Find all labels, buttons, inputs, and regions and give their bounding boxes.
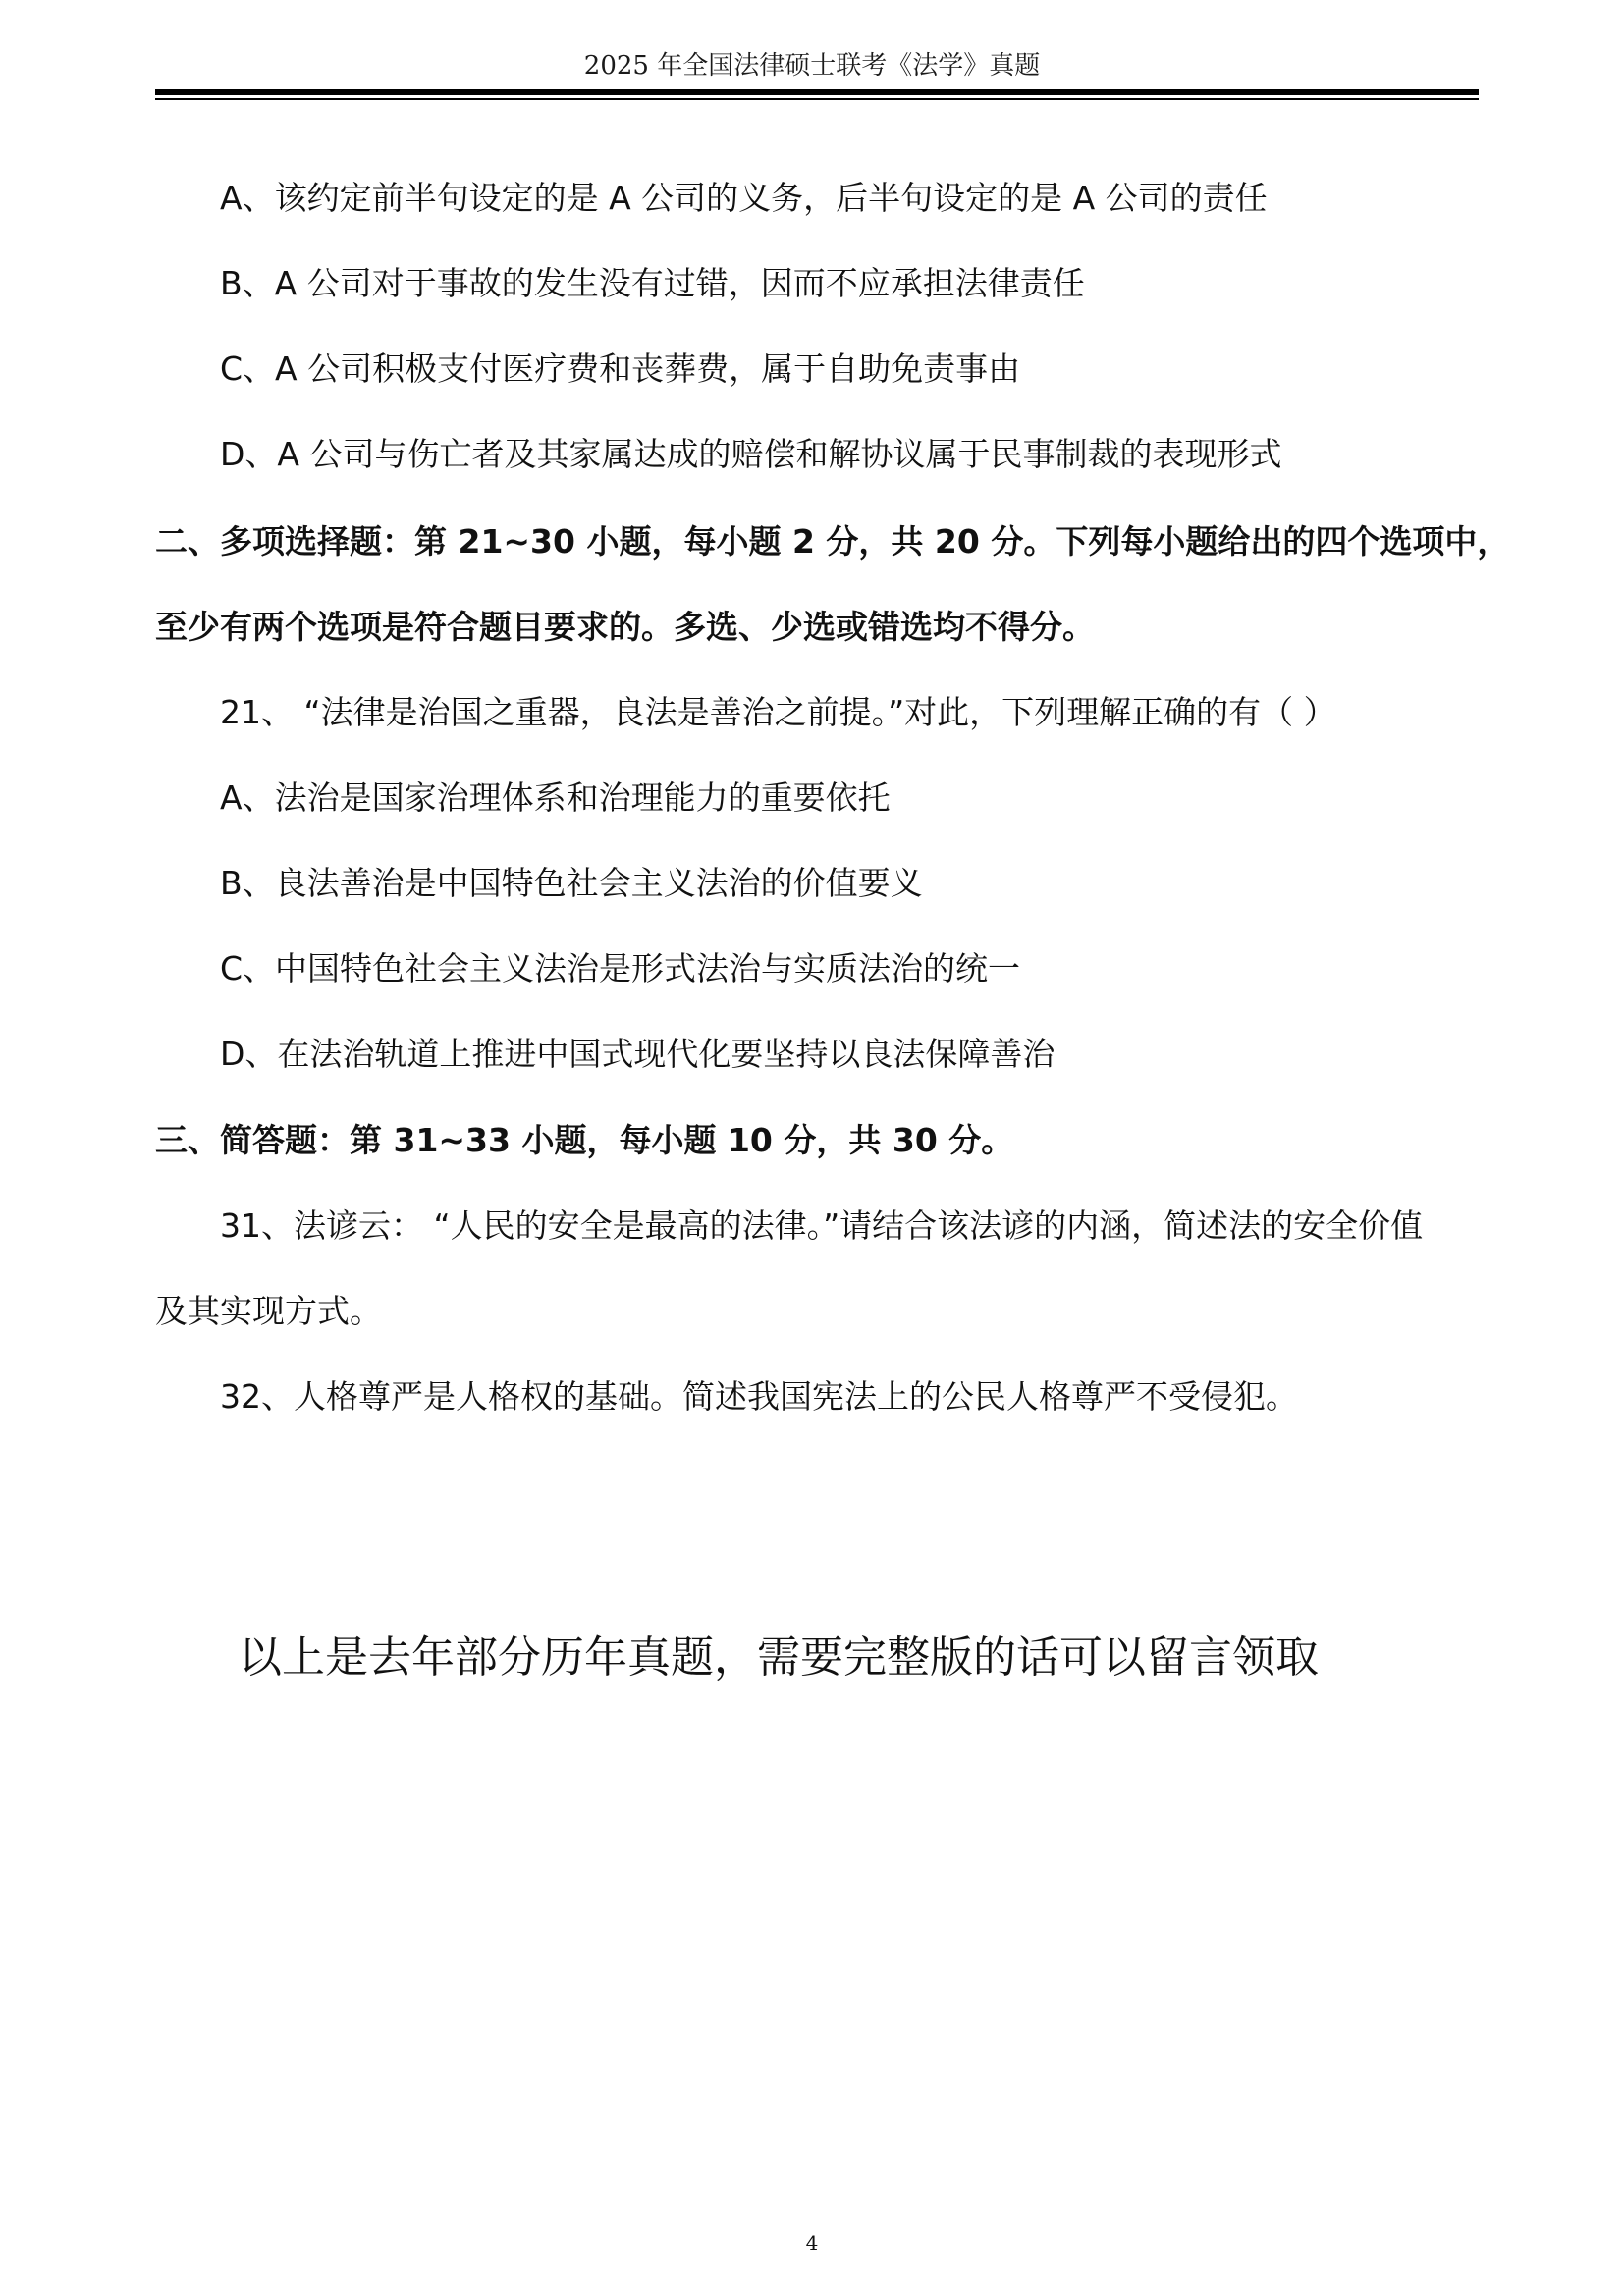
question-21-option-a: A、法治是国家治理体系和治理能力的重要依托: [220, 778, 891, 817]
option-a: A、该约定前半句设定的是 A 公司的义务，后半句设定的是 A 公司的责任: [220, 179, 1268, 217]
question-31-line2: 及其实现方式。: [155, 1292, 382, 1330]
section-heading: 三、简答题：第 31~33 小题，每小题 10 分，共 30 分。: [155, 1121, 1014, 1159]
option-d: D、A 公司与伤亡者及其家属达成的赔偿和解协议属于民事制裁的表现形式: [220, 435, 1282, 473]
option-b: B、A 公司对于事故的发生没有过错，因而不应承担法律责任: [220, 264, 1085, 302]
question-21-option-d: D、在法治轨道上推进中国式现代化要坚持以良法保障善治: [220, 1035, 1056, 1073]
header-rule-thick: [155, 89, 1479, 95]
question-21-option-b: B、良法善治是中国特色社会主义法治的价值要义: [220, 864, 923, 902]
option-c: C、A 公司积极支付医疗费和丧葬费，属于自助免责事由: [220, 349, 1021, 388]
question-21-option-c: C、中国特色社会主义法治是形式法治与实质法治的统一: [220, 949, 1021, 988]
section-heading-line1: 二、多项选择题：第 21~30 小题，每小题 2 分，共 20 分。下列每小题给出的四个选项中，: [155, 522, 1510, 561]
question-21-stem: 21、 “法律是治国之重器，良法是善治之前提。”对此，下列理解正确的有（ ）: [220, 693, 1336, 731]
closing-note: 以上是去年部分历年真题，需要完整版的话可以留言领取: [239, 1632, 1319, 1682]
header-rule-thin: [155, 98, 1479, 100]
section-heading-line2: 至少有两个选项是符合题目要求的。多选、少选或错选均不得分。: [155, 608, 1095, 646]
header-title: 2025 年全国法律硕士联考《法学》真题: [583, 51, 1041, 80]
question-31-line1: 31、法谚云： “人民的安全是最高的法律。”请结合该法谚的内涵，简述法的安全价值: [220, 1206, 1424, 1245]
question-32: 32、人格尊严是人格权的基础。简述我国宪法上的公民人格尊严不受侵犯。: [220, 1377, 1298, 1415]
page-number: 4: [805, 2231, 819, 2255]
